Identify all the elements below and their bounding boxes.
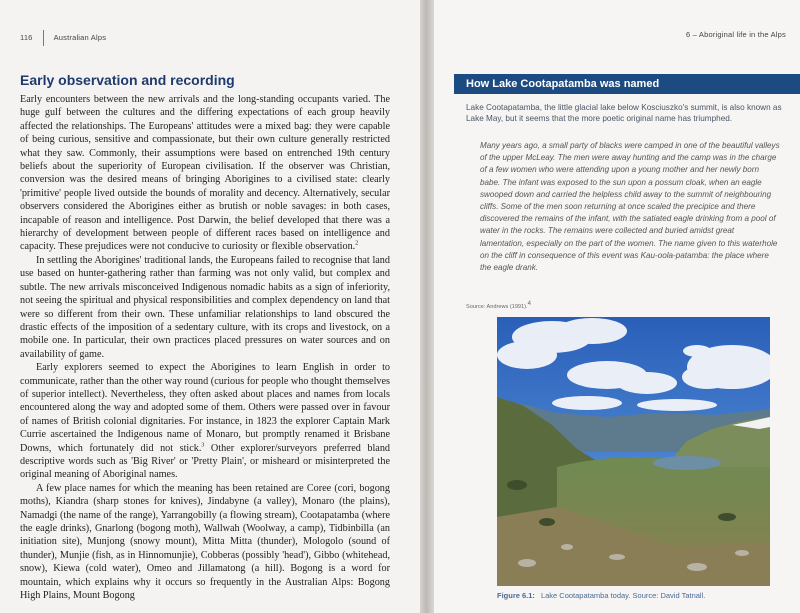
right-page — [434, 0, 800, 613]
figure-caption: Figure 6.1: Lake Cootapatamba today. Source: David Tatnall. — [497, 591, 706, 600]
left-running-head — [20, 30, 106, 46]
footnote-ref: 2 — [355, 241, 359, 248]
box-title: How Lake Cootapatamba was named — [454, 74, 800, 94]
body-text — [20, 93, 390, 602]
paragraph: A few place names for which the meaning has been retained are Coree (cori, bogong moths), Kiandra (sharp stones for knives), Jindabyne (a valley), Monaro (the plains), Namadgi (the name of the range), Yarrangobilly (a flowing stream), Cootapatamba (where the eagle drinks), Gnarlong (bogong moth), Wallwah (Woolway, a camp), Tidbinbilla (an initiation site), Munjong (snowy mount), Mitta Mitta (thunder), Mologolo (sound of thunder), Munjie (fish, as in Hinnomunjie), Cobberas (possibly 'head'), Gibbo (whitehead, snow), Kiewa (cold water), Omeo and Jillamatong (a hill). Bogong is a word for mountain, which explains why it occurs so frequently in the Australian Alps: Bogong High Plains, Mount Bogong — [20, 482, 390, 602]
page-number: 116 — [20, 32, 33, 42]
footnote-ref: 3 — [201, 442, 205, 449]
figure-label: Figure 6.1: — [497, 591, 535, 600]
paragraph: Early explorers seemed to expect the Aborigines to learn English in order to communicate, rather than the other way round (curious for people who thought themselves of superior intellect). Nevertheless, they often asked about places and names from locals encountered along the way and adopted some of them. Others were passed over in favour of names of British colonial dignitaries. For instance, in 1823 the explorer Captain Mark Currie ascertained the Indigenous name of Monaro, but promptly renamed it Brisbane Downs, which fortunately did not stick.$^3$ Other explorer/surveyors preferred bland descriptive words such as 'Big River' or 'Pretty Plain', or misheard or misinterpreted the original meaning of Aboriginal names. — [20, 362, 391, 481]
landscape-photo-icon — [497, 317, 770, 586]
section-heading: Early observation and recording — [20, 72, 235, 88]
box-intro: Lake Cootapatamba, the little glacial lake below Kosciuszko's summit, is also known as Lake May, but it seems that the more poetic original name has triumphed. — [466, 103, 782, 123]
right-running-head: 6 – Aboriginal life in the Alps — [685, 30, 786, 39]
book-title: Australian Alps — [53, 32, 107, 42]
paragraph: Early encounters between the new arrivals and the long-standing occupants varied. The huge gulf between the cultures and the differing expectations of each group heavily affected the relationships. The Europeans' attitudes were a mixed bag: they were capable of being curious, sensitive and compassionate, but their own culture generally restricted what they saw. Commonly, their assumptions were based on entrenched 19th century beliefs about the superiority of European civilisation. If the observer was Christian, conversion was the desired means of bringing Aborigines to a civilised state: clearly 'primitive' people lived outside the bounds of morality and decency. Alternatively, secular observers considered the Aborigines either as brutish or noble savages: in both cases, incapable of reason and intelligence. Post Darwin, the belief developed that there was a hierarchy of development between people of different races based on intelligence and capacity. These prejudices were not conducive to curiosity or flexible observation.$^2$ — [20, 94, 390, 253]
legend-quote: Many years ago, a small party of blacks were camped in one of the beautiful valleys of the upper McLeay. The men were away hunting and the camp was in the charge of a few women who were attending upon a young mother and her newly born babe. The infant was exposed to the sun upon a possum cloak, when an eagle swooped down and carried the helpless child away to the summit of neighbouring cliffs. Some of the men soon returning at once scaled the precipice and there discovered the remains of the infant, with the satiated eagle drinking from a pool of water in the rocks. The remains were collected and buried amidst great lamentation, especially on the part of the women. The name given to this waterhole on the cliff in consequence of this event was Kau-oola-patamba: the place where the eagle drank. — [480, 141, 780, 273]
quote-source: Source: Andrews (1991).$^4$ — [466, 301, 531, 310]
header-divider — [43, 30, 44, 46]
book-gutter — [420, 0, 434, 613]
paragraph: In settling the Aborigines' traditional lands, the Europeans failed to recognise that land use based on hunter-gathering rather than farming was not only valid, but complex and subtle. The new arrivals misconceived Indigenous nomadic habits as a sign of inferiority, not seeing the spiritual and physical responsibilities and complex dependency on land that were so different from their own. These unfamiliar relationships to land obscured the drastic effects of the imposition of a sedentary culture, with its crops and livestock, on a mobile one. In particular, their own practices placed pressures on water sources and on availability of game. — [20, 254, 390, 360]
